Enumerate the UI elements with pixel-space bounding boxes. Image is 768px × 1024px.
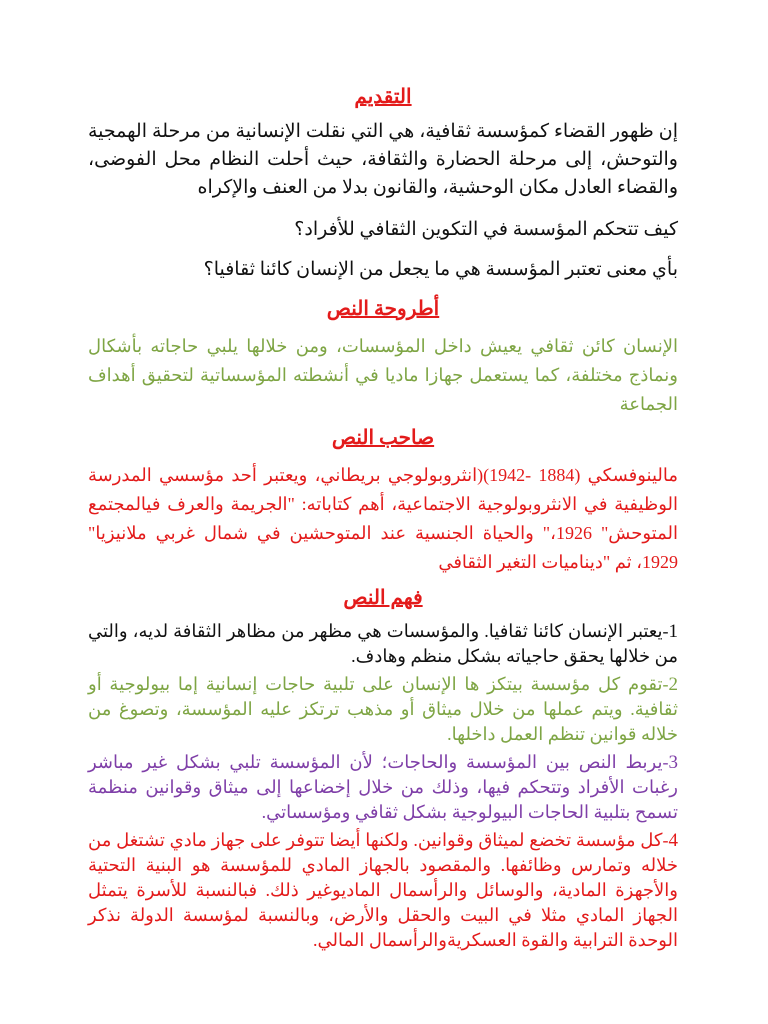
point-4-text: -كل مؤسسة تخضع لميثاق وقوانين. ولكنها أيضا تتوفر على جهاز مادي تشتغل من خلاله وتمارس وظائفها. والمقصود بالجهاز المادي للمؤسسة هو البنية التحتية والأجهزة المادية، والوسائل والرأسمال الماديوغير ذلك. فبالنسبة للأسرة يتمثل الجهاز المادي مثلا في البيت والحقل والأرض، وبالنسبة لمؤسسة الدولة نذكر الوحدة الترابية والقوة العسكريةوالرأسمال المالي.: [88, 830, 678, 950]
understanding-heading: فهم النص: [343, 587, 423, 609]
point-4: [88, 828, 678, 953]
intro-paragraph: إن ظهور القضاء كمؤسسة ثقافية، هي التي نقلت الإنسانية من مرحلة الهمجية والتوحش، إلى مرحلة الحضارة والثقافة، حيث أحلت النظام محل الفوضى، والقضاء العادل مكان الوحشية، والقانون بدلا من العنف والإكراه: [88, 121, 678, 198]
author-heading: صاحب النص: [331, 427, 435, 449]
point-3-text: -يربط النص بين المؤسسة والحاجات؛ لأن المؤسسة تلبي بشكل غير مباشر رغبات الأفراد وتتحكم فيها، وذلك من خلال إخضاعها إلى ميثاق وقوانين منظمة تسمح بتلبية الحاجات البيولوجية بشكل ثقافي ومؤسساتي.: [88, 752, 678, 822]
understanding-points: [88, 619, 678, 953]
thesis-heading: أطروحة النص: [326, 298, 440, 320]
point-2: [88, 672, 678, 747]
question-1: كيف تتحكم المؤسسة في التكوين الثقافي للأفراد؟: [294, 219, 678, 240]
document-page: [88, 82, 678, 953]
point-1: [88, 619, 678, 669]
point-4-number: 4: [668, 830, 678, 851]
point-1-number: 1: [668, 621, 678, 642]
question-2: بأي معنى تعتبر المؤسسة هي ما يجعل من الإنسان كائنا ثقافيا؟: [203, 259, 678, 280]
point-2-number: 2: [668, 674, 678, 695]
author-paragraph: مالينوفسكي (1884 -1942)(انثروبولوجي بريطاني، ويعتبر أحد مؤسسي المدرسة الوظيفية في الانثروبولوجية الاجتماعية، أهم كتاباته: "الجريمة والعرف فيالمجتمع المتوحش" 1926،" والحياة الجنسية عند المتوحشين في شمال غربي ملانيزيا" 1929، ثم "ديناميات التغير الثقافي: [88, 465, 679, 572]
point-2-text: -تقوم كل مؤسسة بيتكز ها الإنسان على تلبية حاجات إنسانية إما بيولوجية أو ثقافية. ويتم عملها من خلال ميثاق أو مذهب ترتكز عليه المؤسسة، وتصوغ من خلاله قوانين تنظم العمل داخلها.: [88, 674, 678, 744]
point-3: [88, 750, 678, 825]
point-3-number: 3: [668, 752, 678, 773]
intro-heading: التقديم: [354, 86, 412, 108]
point-1-text: -يعتبر الإنسان كائنا ثقافيا. والمؤسسات هي مظهر من مظاهر الثقافة لديه، والتي من خلالها يحقق حاجياته بشكل منظم وهادف.: [88, 621, 678, 666]
thesis-paragraph: الإنسان كائن ثقافي يعيش داخل المؤسسات، ومن خلالها يلبي حاجاته بأشكال ونماذج مختلفة، كما يستعمل جهازا ماديا في أنشطته المؤسساتية لتحقيق أهداف الجماعة: [88, 336, 678, 414]
